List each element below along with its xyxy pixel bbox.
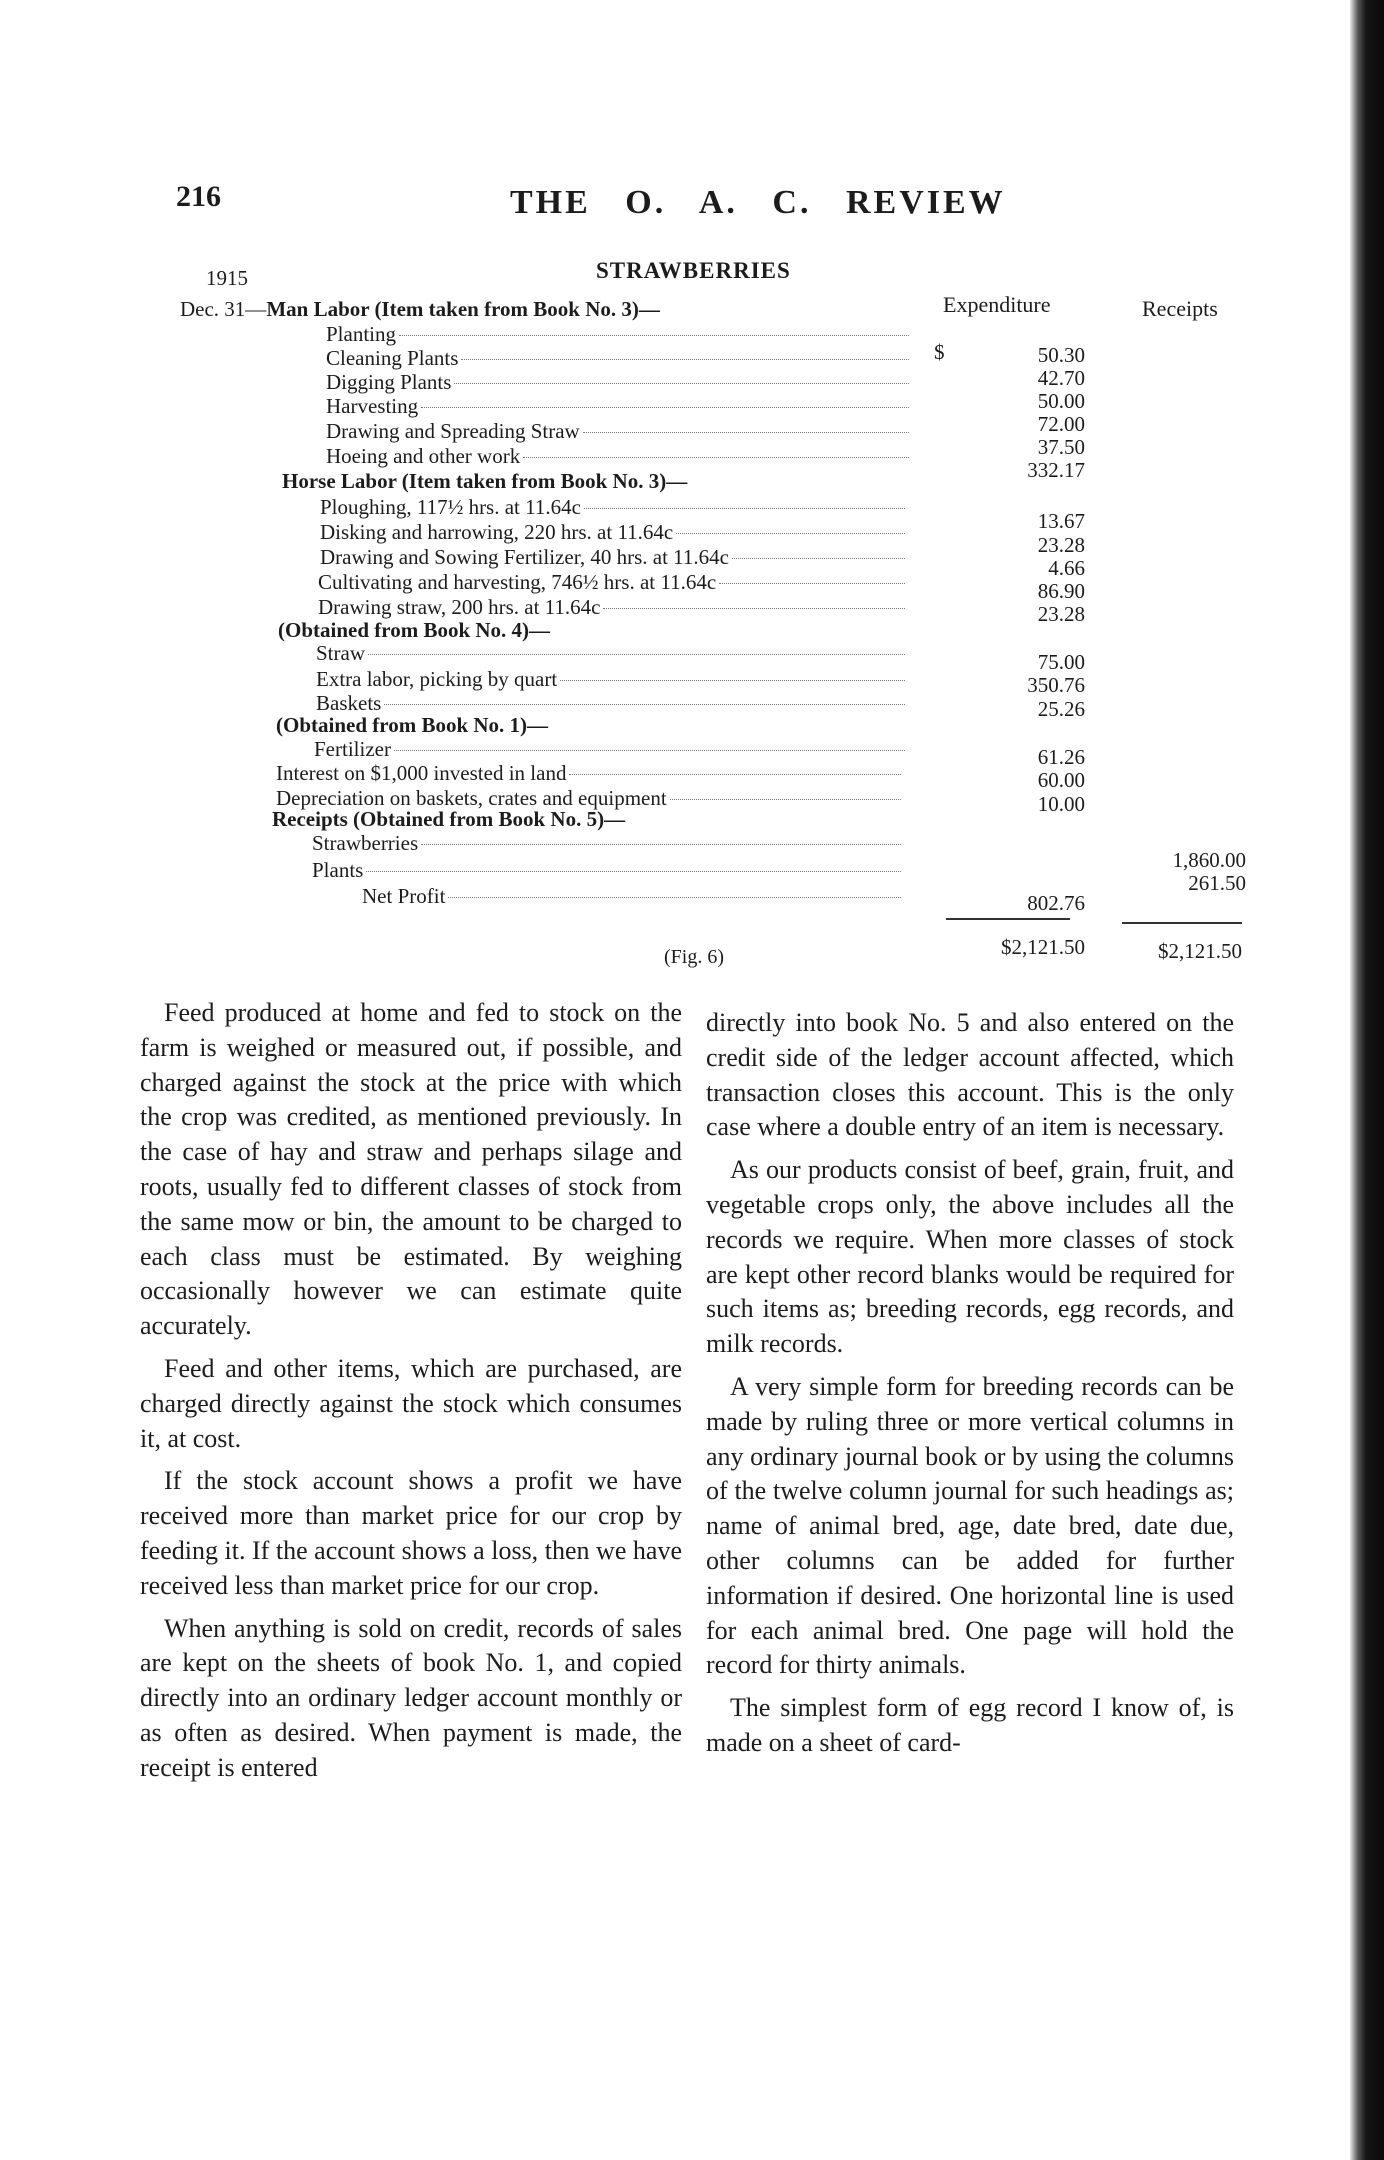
ledger-line [326,369,912,395]
ledger-line-label: Planting [326,322,397,346]
ledger-line [312,857,904,883]
paragraph: A very simple form for breeding records can be made by ruling three or more vertical columns in any ordinary journal book or by using the columns of the twelve column journal for such headings as; name of animal bred, age, date bred, date due, other columns can be added for further information if desired. One horizontal line is used for each animal bred. One page will hold the record for thirty animals. [706,1371,1234,1680]
ledger-line-label: Ploughing, 117½ hrs. at 11.64c [320,495,581,519]
dot-leader [421,407,909,408]
expenditure-total-rule [946,918,1070,920]
paragraph: The simplest form of egg record I know of, is made on a sheet of card- [706,1693,1234,1757]
ledger-line [282,468,790,494]
ledger-line-label: Extra labor, picking by quart [316,667,558,691]
expenditure-amount: 86.90 [1037,579,1085,603]
ledger-section-heading: Horse Labor (Item taken from Book No. 3)— [282,469,688,493]
ledger-line-label: Plants [312,858,364,882]
ledger-line [276,760,904,786]
scan-page-edge [1350,0,1384,2160]
expenditure-amount: 350.76 [1027,673,1085,697]
ledger-line [326,345,912,371]
ledger-line-label: Strawberries [312,831,419,855]
ledger-section-heading: (Obtained from Book No. 4)— [278,618,551,642]
ledger-line [326,418,912,444]
ledger-line-label: Digging Plants [326,370,452,394]
paragraph: Feed produced at home and fed to stock on the farm is weighed or measured out, if possible, and charged against the stock at the price with which the crop was credited, as mentioned previously. In the case of hay and straw and perhaps silage and roots, usually fed to different classes of stock from the same mow or bin, the amount to be charged to each class must be estimated. By weighing occasionally however we can estimate quite accurately. [140,998,682,1341]
dollar-sign: $ [934,340,945,364]
expenditure-amount: 42.70 [1037,366,1085,390]
ledger-line-label: Depreciation on baskets, crates and equipment [276,786,667,810]
expenditure-total: $2,121.50 [1001,935,1085,959]
ledger-line [326,393,912,419]
dot-leader [421,844,901,845]
ledger-line-label: Interest on $1,000 invested in land [276,761,567,785]
ledger-line [180,296,790,322]
dot-leader [670,799,901,800]
left-text-column [140,996,682,1794]
ledger-line [320,519,908,545]
dot-leader [448,897,901,898]
paragraph: When anything is sold on credit, records of sales are kept on the sheets of book No. 1, and copied directly into an ordinary ledger account monthly or as often as desired. When payment is made, the receipt is entered [140,1613,682,1782]
expenditure-amount: 23.28 [1037,533,1085,557]
ledger-line [320,544,908,570]
dot-leader [719,583,905,584]
ledger-line [362,883,904,909]
expenditure-amount: 61.26 [1037,745,1085,769]
ledger-line-label: Hoeing and other work [326,444,521,468]
ledger-section-heading: Man Labor (Item taken from Book No. 3)— [266,297,660,321]
receipts-amount: 1,860.00 [1172,848,1246,872]
ledger-line [312,830,904,856]
ledger-section-heading: (Obtained from Book No. 1)— [276,713,549,737]
ledger-line [316,640,908,666]
running-title: THE O. A. C. REVIEW [510,184,1006,221]
figure-caption: (Fig. 6) [664,946,724,968]
ledger-line-label: Disking and harrowing, 220 hrs. at 11.64c [320,520,674,544]
ledger-line-label: Drawing and Spreading Straw [326,419,580,443]
ledger-line [314,736,908,762]
receipts-total: $2,121.50 [1158,939,1242,963]
dot-leader [676,533,905,534]
expenditure-amount: 332.17 [1027,458,1085,482]
ledger-line-label: Net Profit [362,884,446,908]
dot-leader [399,335,909,336]
dot-leader [569,774,901,775]
dot-leader [523,457,909,458]
ledger-line [326,321,912,347]
dot-leader [732,558,905,559]
dot-leader [366,871,901,872]
ledger-line-label: Baskets [316,691,382,715]
dot-leader [461,359,909,360]
page-number: 216 [176,180,221,213]
paragraph: As our products consist of beef, grain, fruit, and vegetable crops only, the above includes all the records we require. When more classes of stock are kept other record blanks would be required for such items as; breeding records, egg records, and milk records. [706,1155,1234,1359]
ledger-line-label: Fertilizer [314,737,391,761]
ledger-line-label: Dec. 31— [180,297,267,321]
expenditure-amount: 75.00 [1037,650,1085,674]
ledger-title: STRAWBERRIES [596,258,791,283]
ledger-year: 1915 [206,266,248,290]
expenditure-amount: 13.67 [1037,509,1085,533]
ledger-line-label: Cleaning Plants [326,346,459,370]
paragraph: Feed and other items, which are purchased, are charged directly against the stock which consumes it, at cost. [140,1353,682,1453]
dot-leader [603,608,905,609]
ledger-line-label: Drawing straw, 200 hrs. at 11.64c [318,595,601,619]
ledger-line [318,569,908,595]
expenditure-amount: 802.76 [1027,891,1085,915]
ledger-line [276,712,790,738]
dot-leader [454,383,909,384]
receipts-column-header: Receipts [1142,296,1218,321]
ledger-section-heading: Receipts (Obtained from Book No. 5)— [272,807,626,831]
expenditure-amount: 72.00 [1037,412,1085,436]
paragraph: If the stock account shows a profit we have received more than market price for our crop by feeding it. If the account shows a loss, then we have received less than market price for our crop. [140,1466,682,1600]
dot-leader [584,508,905,509]
dot-leader [394,750,905,751]
dot-leader [384,704,905,705]
paragraph: directly into book No. 5 and also entered on the credit side of the ledger account affected, which transaction closes this account. This is the only case where a double entry of an item is necessary. [706,1008,1234,1142]
dot-leader [368,654,905,655]
ledger-line [316,666,908,692]
expenditure-amount: 50.00 [1037,389,1085,413]
expenditure-column-header: Expenditure [943,292,1051,317]
expenditure-amount: 50.30 [1037,343,1085,367]
ledger-line [272,806,790,832]
ledger-line [326,443,912,469]
receipts-amount: 261.50 [1188,871,1246,895]
expenditure-amount: 23.28 [1037,602,1085,626]
expenditure-amount: 37.50 [1037,435,1085,459]
ledger-line-label: Straw [316,641,365,665]
receipts-total-rule [1122,922,1242,924]
ledger-line-label: Drawing and Sowing Fertilizer, 40 hrs. at 11.64c [320,545,729,569]
expenditure-amount: 10.00 [1037,792,1085,816]
expenditure-amount: 60.00 [1037,768,1085,792]
expenditure-amount: 25.26 [1037,697,1085,721]
dot-leader [583,432,909,433]
dot-leader [560,680,905,681]
ledger-line [320,494,908,520]
expenditure-amount: 4.66 [1048,556,1085,580]
ledger-line-label: Harvesting [326,394,419,418]
ledger-line-label: Cultivating and harvesting, 746½ hrs. at 11.64c [318,570,717,594]
right-text-column [706,1006,1234,1769]
